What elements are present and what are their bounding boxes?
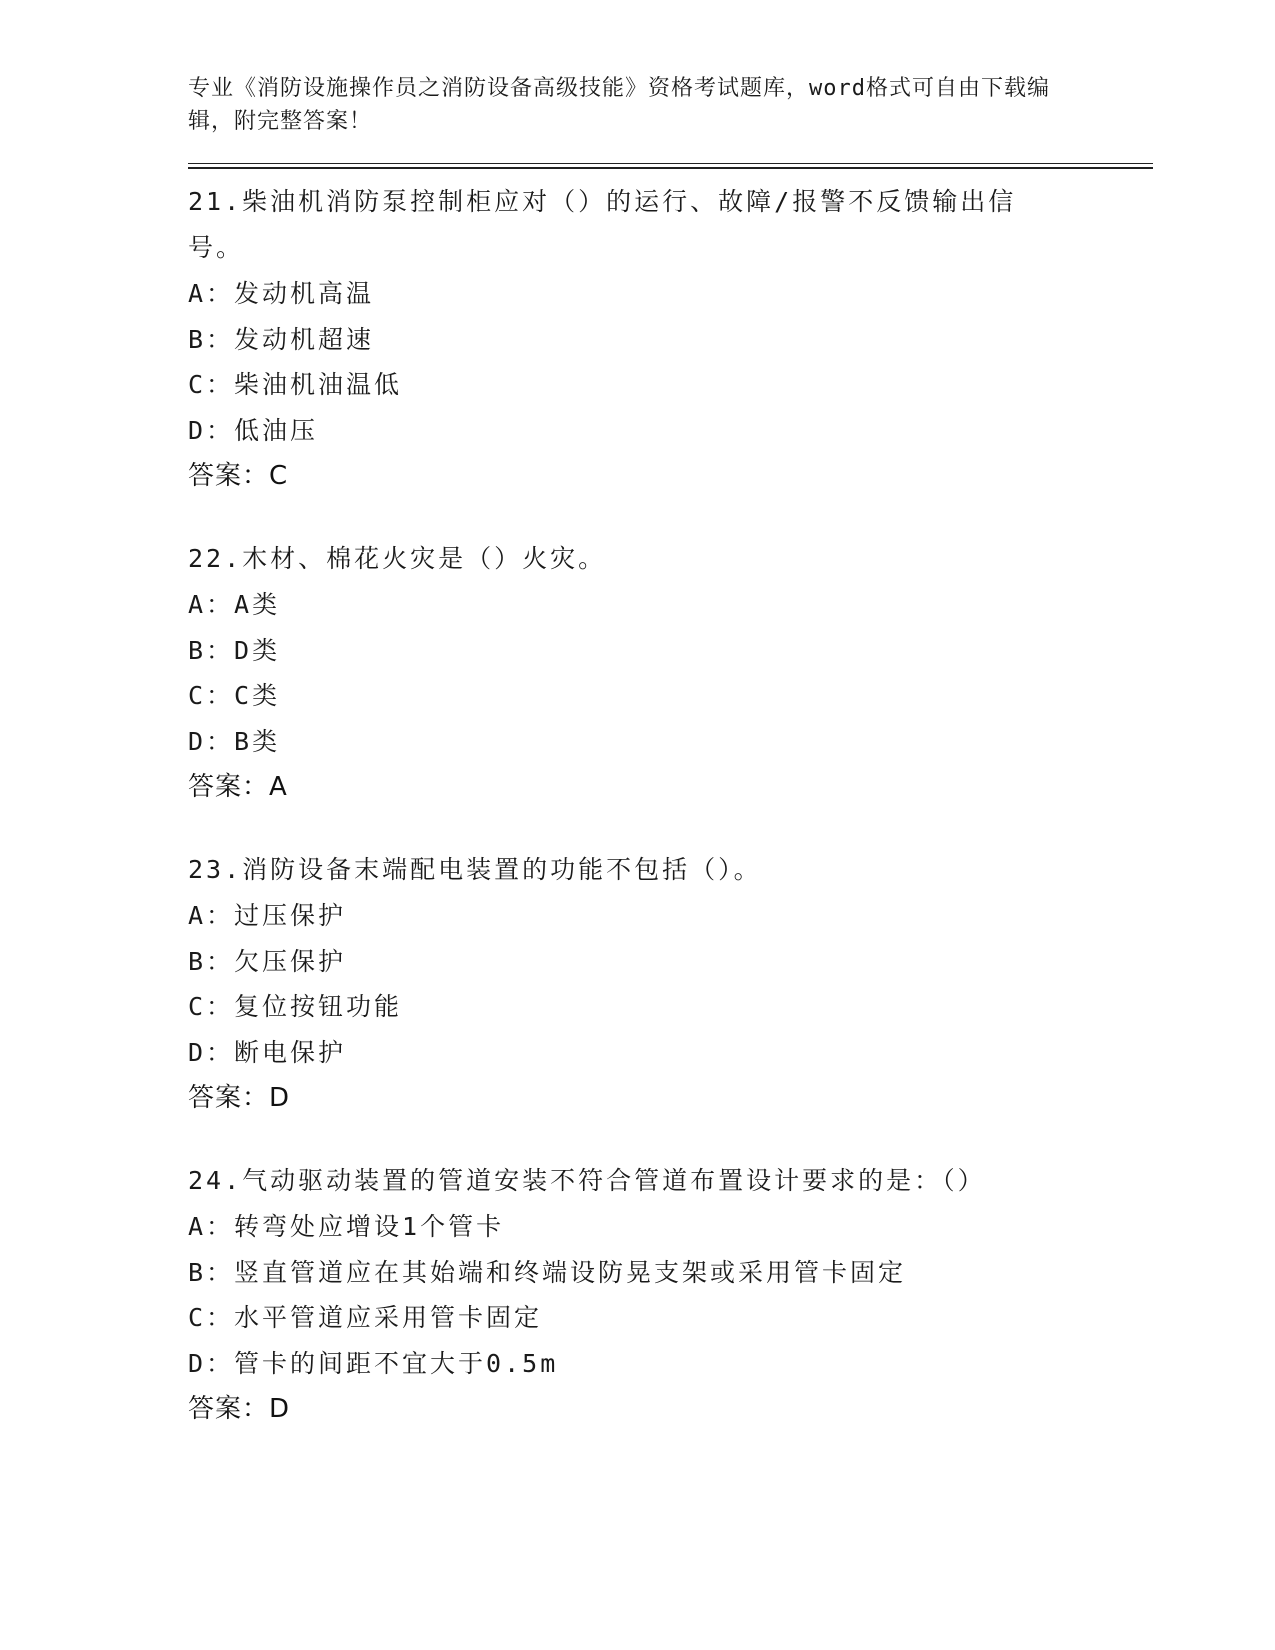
option-d: D：断电保护: [188, 1037, 347, 1067]
option-c: C：复位按钮功能: [188, 992, 403, 1021]
question-24: [188, 1158, 1153, 1432]
option-a: A：A类: [188, 590, 281, 619]
question-stem: 22.木材、棉花火灾是（）火灾。: [188, 544, 607, 573]
option-a: A：发动机高温: [188, 279, 375, 308]
option-d: D：管卡的间距不宜大于0.5m: [188, 1348, 559, 1378]
document-page: [188, 72, 1153, 1432]
option-c: C：水平管道应采用管卡固定: [188, 1303, 543, 1332]
option-b: B：竖直管道应在其始端和终端设防晃支架或采用管卡固定: [188, 1257, 907, 1287]
divider-thick-line: [188, 167, 1153, 169]
answer-line: 答案：A: [188, 772, 288, 802]
question-stem: 23.消防设备末端配电装置的功能不包括（）。: [188, 855, 762, 884]
option-b: B：发动机超速: [188, 324, 375, 354]
answer-line: 答案：C: [188, 461, 289, 491]
option-c: C：C类: [188, 681, 281, 710]
question-23: [188, 847, 1153, 1121]
answer-line: 答案：D: [188, 1394, 291, 1424]
header-divider: [188, 163, 1153, 169]
divider-thin-line: [188, 163, 1153, 164]
question-21: [188, 179, 1153, 499]
option-c: C：柴油机油温低: [188, 370, 403, 399]
question-stem: 21.柴油机消防泵控制柜应对（）的运行、故障/报警不反馈输出信号。: [188, 187, 1017, 262]
option-b: B：D类: [188, 635, 281, 665]
question-22: [188, 536, 1153, 810]
question-stem: 24.气动驱动装置的管道安装不符合管道布置设计要求的是：（）: [188, 1166, 986, 1195]
option-d: D：低油压: [188, 415, 319, 445]
option-a: A：转弯处应增设1个管卡: [188, 1212, 505, 1241]
option-a: A：过压保护: [188, 901, 347, 930]
option-d: D：B类: [188, 726, 281, 756]
option-b: B：欠压保护: [188, 946, 347, 976]
answer-line: 答案：D: [188, 1083, 291, 1113]
header-intro: 专业《消防设施操作员之消防设备高级技能》资格考试题库，word格式可自由下载编辑，附完整答案！: [188, 76, 1050, 134]
